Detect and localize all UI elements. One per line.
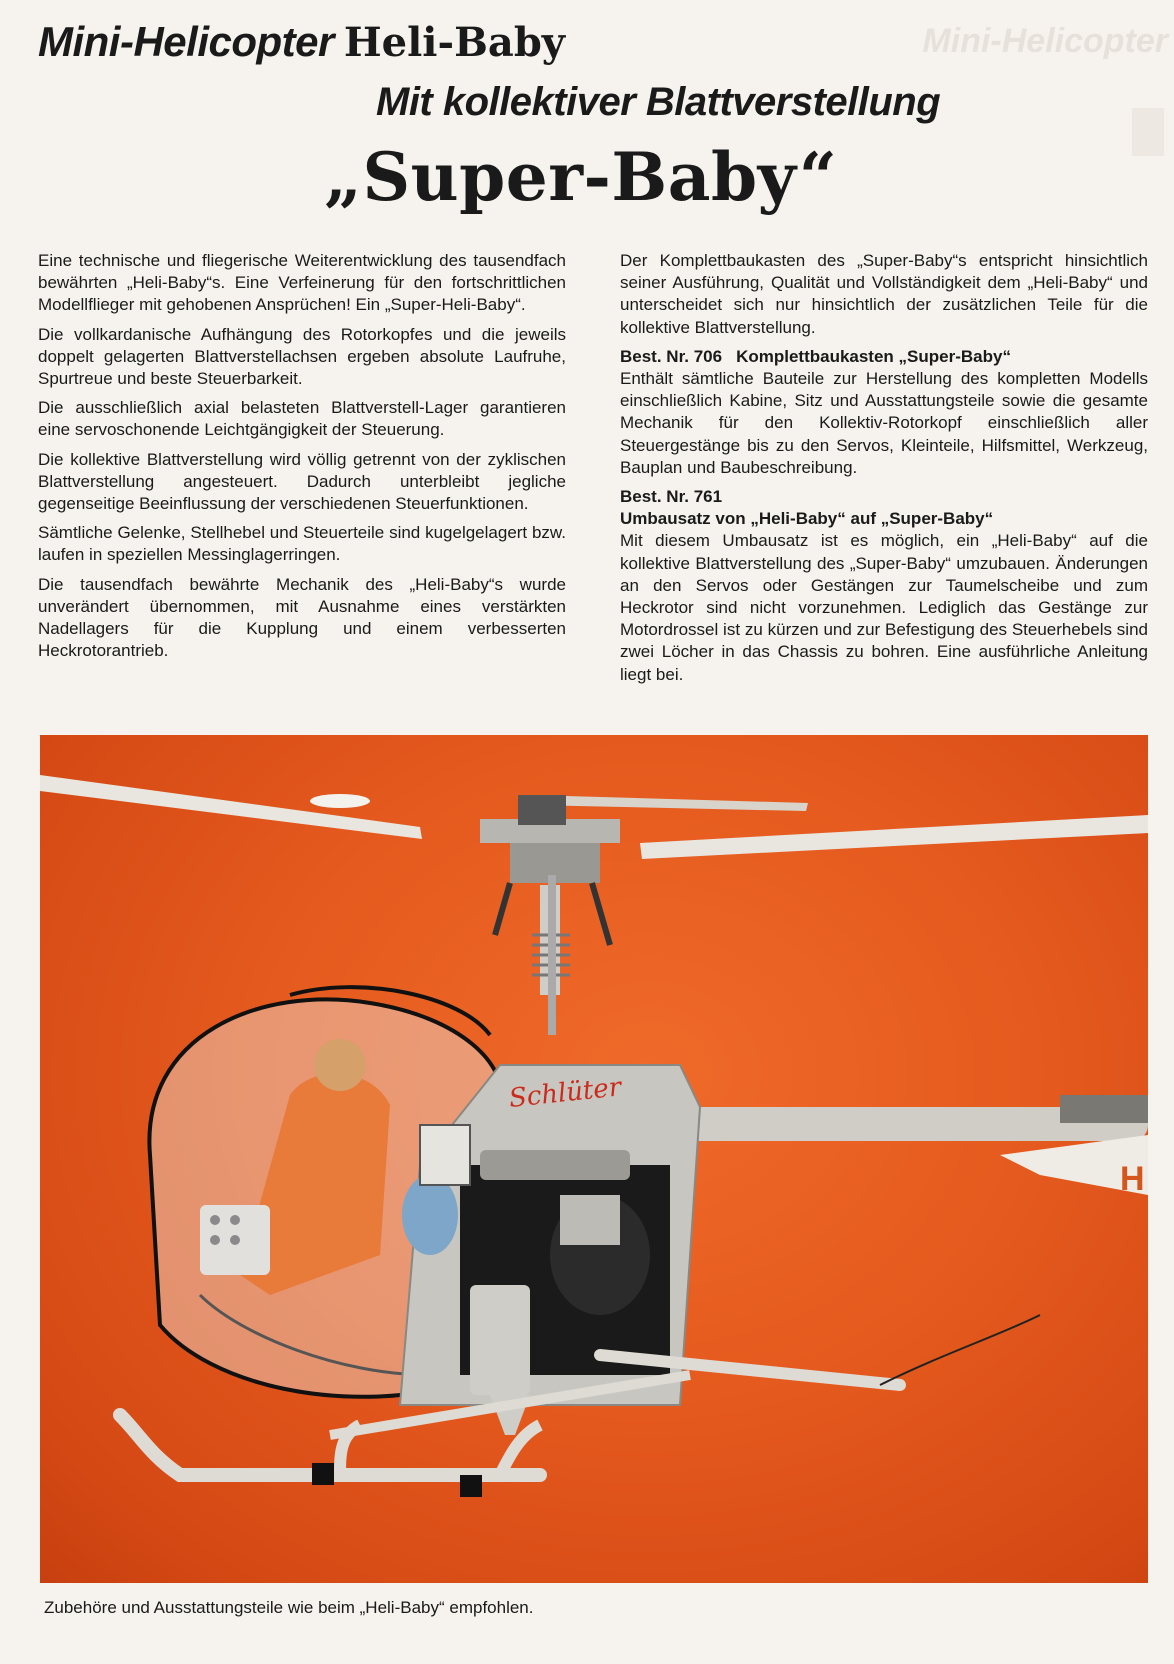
left-paragraph-4: Die kollektive Blattverstellung wird völlig getrennt von der zyklischen Blattverstellung angesteuert. Dadurch unterbleibt jegliche gegenseitige Beeinflussung der verschiedenen Steuerfunktionen. — [38, 449, 566, 514]
right-paragraph-1: Der Komplettbaukasten des „Super-Baby“s entspricht hinsichtlich seiner Ausführung, Qualität und Vollständigkeit dem „Heli-Baby“ und unterscheidet sich nur hinsichtlich der zusätzlichen Teile für die kollektive Blattverstellung. — [620, 251, 1148, 337]
page-header — [38, 18, 1038, 216]
bleed-through-text — [922, 0, 1174, 160]
left-paragraph-6: Die tausendfach bewährte Mechanik des „Heli-Baby“s wurde unverändert übernommen, mit Ausnahme eines verstärkten Nadellagers für die Kupplung und einem verbesserten Heckrotorantrieb. — [38, 574, 566, 661]
left-paragraph-2: Die vollkardanische Aufhängung des Rotorkopfes und die jeweils doppelt gelagerten Blattverstellachsen ergeben absolute Laufruhe, Spurtreue und beste Steuerbarkeit. — [38, 324, 566, 389]
order-text-706: Enthält sämtliche Bauteile zur Herstellung des kompletten Modells einschließlich Kabine, Sitz und Ausstattungsteile sowie die gesamte Mechanik für den Kollektiv-Rotorkopf einschließlich aller Steuergestänge bis zu den Servos, Kleinteile, Hilfsmittel, Werkzeug, Bauplan und Baubeschreibung. — [620, 369, 1148, 477]
left-paragraph-1: Eine technische und fliegerische Weiterentwicklung des tausendfach bewährten „Heli-Baby“s. Eine Verfeinerung für den fortschrittlichen Modellflieger mit gehobenen Ansprüchen! Ein „Super-Heli-Baby“. — [38, 251, 566, 315]
bleed-heading: Mini-Helicopter — [922, 22, 1168, 60]
right-column — [620, 250, 1148, 693]
order-text-761: Mit diesem Umbausatz ist es möglich, ein „Heli-Baby“ auf die kollektive Blattverstellung des „Super-Baby“ umzubauen. Änderungen an den Servos oder Gestängen zur Taumelscheibe und zum Heckrotor sind nicht vorzunehmen. Lediglich das Gestänge zur Motordrossel ist zu kürzen und zur Befestigung des Steuerhebels sind zwei Löcher in das Chassis zu bohren. Eine ausführliche Anleitung liegt bei. — [620, 531, 1148, 684]
left-paragraph-3: Die ausschließlich axial belasteten Blattverstell-Lager garantieren eine servoschonende Leichtgängigkeit der Steuerung. — [38, 398, 566, 440]
title-line-2: Mit kollektiver Blattverstellung — [376, 80, 941, 124]
title-brand: Heli-Baby — [343, 19, 566, 66]
rotor-head — [480, 795, 620, 1035]
order-title-706: Komplettbaukasten „Super-Baby“ — [736, 346, 1011, 366]
helicopter-illustration — [40, 735, 1148, 1583]
bleed-shape — [1132, 108, 1164, 156]
photo-caption: Zubehöre und Ausstattungsteile wie beim „Heli-Baby“ empfohlen. — [44, 1598, 534, 1617]
title-prefix: Mini-Helicopter — [38, 18, 334, 65]
tail-letter: H — [1120, 1160, 1145, 1198]
order-heading-706 — [620, 346, 1148, 368]
schlueter-logo: Schlüter — [507, 1072, 623, 1114]
title-line-3: „Super-Baby“ — [324, 138, 838, 216]
tail-boom — [680, 1095, 1148, 1198]
helicopter-photo — [40, 735, 1148, 1583]
order-number-761: Best. Nr. 761 — [620, 487, 723, 507]
left-paragraph-5: Sämtliche Gelenke, Stellhebel und Steuerteile sind kugelgelagert bzw. laufen in speziellen Messinglagerringen. — [38, 523, 566, 565]
title-line-1 — [38, 18, 1038, 66]
left-column — [38, 250, 566, 669]
order-number-706: Best. Nr. 706 — [620, 346, 723, 366]
order-title-761: Umbausatz von „Heli-Baby“ auf „Super-Baby“ — [620, 509, 994, 529]
